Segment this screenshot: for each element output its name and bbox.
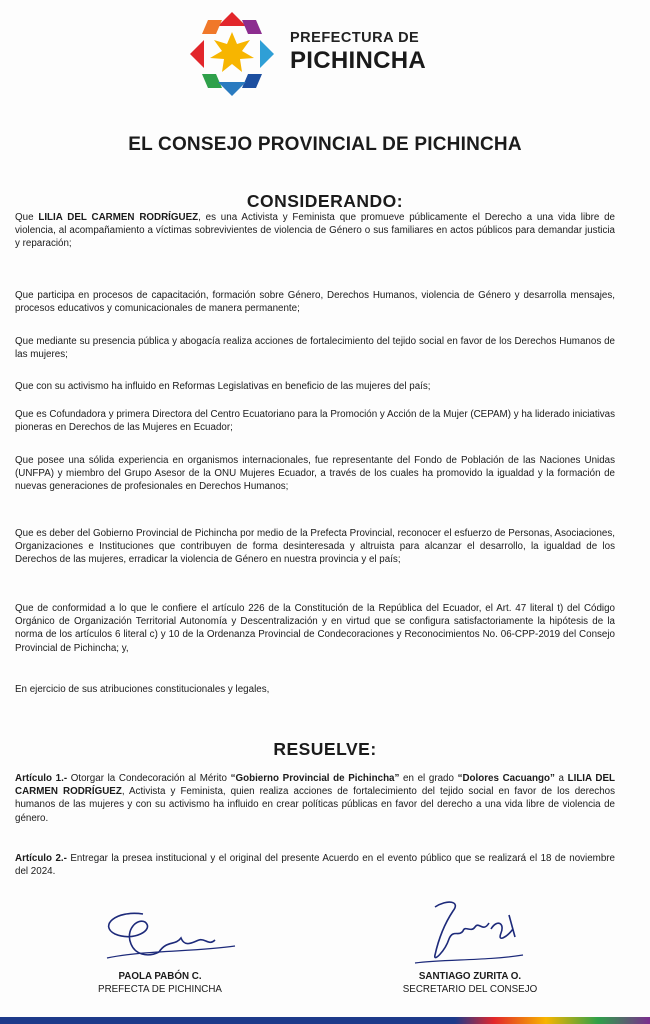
brand-wordmark	[290, 30, 426, 75]
considerando-heading: CONSIDERANDO:	[246, 191, 404, 211]
articulo-2: Artículo 2.- Entregar la presea institucional y el original del presente Acuerdo en el evento público que se realizará el 18 de noviembre del 2024.	[15, 853, 616, 878]
articulo-1: Artículo 1.- Otorgar la Condecoración al Mérito “Gobierno Provincial de Pichincha” en el grado “Dolores Cacuango” a LILIA DEL CARMEN RODRÍGUEZ, Activista y Feminista, quien realiza acciones de fortalecimiento del tejido social en favor de los derechos humanos de las mujeres y con su activismo ha influido en crear políticas públicas en favor del derecho a una vida libre de violencia de género.	[15, 773, 616, 824]
footer-color-bar	[0, 1017, 650, 1024]
resuelve-heading: RESUELVE:	[273, 739, 377, 759]
document-title: EL CONSEJO PROVINCIAL DE PICHINCHA	[128, 134, 522, 155]
considerando-9: En ejercicio de sus atribuciones constitucionales y legales,	[15, 684, 270, 695]
considerando-2: Que participa en procesos de capacitación, formación sobre Género, Derechos Humanos, violencia de Género y desarrolla mensajes, procesos educativos y comunicacionales de manera permanente;	[15, 290, 615, 315]
considerando-4: Que con su activismo ha influido en Reformas Legislativas en beneficio de las mujeres del país;	[15, 381, 431, 392]
considerando-5: Que es Cofundadora y primera Directora del Centro Ecuatoriano para la Promoción y Acción de la Mujer (CEPAM) y ha liderado iniciativas pioneras en Derechos de las Mujeres en Ecuador;	[15, 409, 615, 434]
signature-zurita	[405, 893, 530, 975]
signer-name: SANTIAGO ZURITA O.	[418, 971, 522, 982]
brand-line1: PREFECTURA DE	[290, 30, 420, 46]
considerando-1: Que LILIA DEL CARMEN RODRÍGUEZ, es una Activista y Feminista que promueve públicamente el Derecho a una vida libre de violencia, al acompañamiento a víctimas sobrevivientes de violencia de Género o sus familiares en actos públicos para demandar justicia y reparación;	[15, 212, 616, 250]
prefectura-logo	[186, 8, 278, 100]
signer-name: PAOLA PABÓN C.	[118, 971, 202, 982]
considerando-3: Que mediante su presencia pública y abogacía realiza acciones de fortalecimiento del tejido social en favor de los Derechos Humanos de las mujeres;	[15, 336, 615, 361]
brand-line2: PICHINCHA	[290, 47, 427, 74]
signature-block-prefecta	[70, 970, 250, 996]
signature-block-secretario	[370, 970, 570, 996]
signature-pabon	[85, 900, 245, 972]
signer-role: SECRETARIO DEL CONSEJO	[402, 984, 538, 995]
considerando-6: Que posee una sólida experiencia en organismos internacionales, fue representante del Fondo de Población de las Naciones Unidas (UNFPA) y miembro del Grupo Asesor de la ONU Mujeres Ecuador, a través de los cuales ha promovido la igualdad y la formación de nuevas generaciones de profesionales en Derechos Humanos;	[15, 455, 615, 493]
considerando-7: Que es deber del Gobierno Provincial de Pichincha por medio de la Prefecta Provincial, reconocer el esfuerzo de Personas, Asociaciones, Organizaciones e Instituciones que contribuyen de forma desinteresada y altruista para alcanzar el desarrollo, la igualdad de los Derechos de las mujeres, erradicar la violencia de Género en nuestra provincia y el país;	[15, 528, 615, 566]
considerando-8: Que de conformidad a lo que le confiere el artículo 226 de la Constitución de la República del Ecuador, el Art. 47 literal t) del Código Orgánico de Organización Territorial Autonomía y Descentralización y en virtud que se configura satisfactoriamente la hipótesis de la norma de los artículos 6 literal c) y 10 de la Ordenanza Provincial de Condecoraciones y Reconocimientos No. 06-CPP-2019 del Consejo Provincial de Pichincha; y,	[15, 603, 615, 654]
signer-role: PREFECTA DE PICHINCHA	[98, 984, 222, 995]
